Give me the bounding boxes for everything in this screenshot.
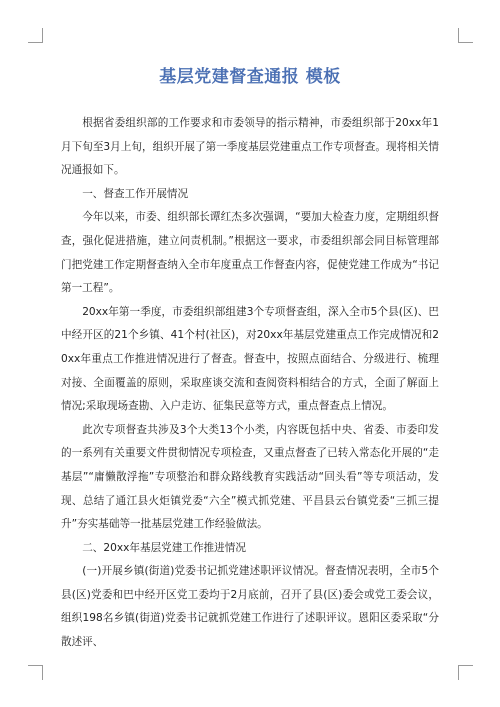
crop-mark-top-left [28,28,43,43]
section-heading-2: 二、20xx年基层党建工作推进情况 [82,541,246,554]
document-body [61,112,439,655]
crop-mark-top-right [458,28,473,43]
paragraph: 此次专项督查共涉及3个大类13个小类，内容既包括中央、省委、市委印发的一系列有关重要文件贯彻情况专项检查，又重点督查了已转入常态化开展的“走基层”“庸懒散浮拖”专项整治和群众路线教育实践活动“回头看”等专项活动，发现、总结了通江县火炬镇党委“六全”模式抓党建、平昌县云台镇党委“三抓三提升”夯实基础等一批基层党建工作经验做法。 [61,423,439,531]
document-title: 基层党建督查通报 模板 [159,67,341,87]
section-heading-1: 一、督查工作开展情况 [82,187,189,200]
paragraph-intro: 根据省委组织部的工作要求和市委领导的指示精神，市委组织部于20xx年1月下旬至3月上旬，组织开展了第一季度基层党建重点工作专项督查。现将相关情况通报如下。 [61,117,439,177]
crop-mark-bottom-right [458,665,473,680]
crop-mark-bottom-left [28,665,43,680]
paragraph: 20xx年第一季度，市委组织部组建3个专项督查组，深入全市5个县(区)、巴中经开区的21个乡镇、41个村(社区)，对20xx年基层党建重点工作完成情况和20xx年重点工作推进情况进行了督查。督查中，按照点面结合、分级进行、梳理对接、全面覆盖的原则，采取座谈交流和查阅资料相结合的方式，全面了解面上情况;采取现场查勘、入户走访、征集民意等方式，重点督查点上情况。 [61,305,439,413]
paragraph: (一)开展乡镇(街道)党委书记抓党建述职评议情况。督查情况表明，全市5个县(区)党委和巴中经开区党工委均于2月底前，召开了县(区)委会或党工委会议，组织198名乡镇(街道)党委书记就抓党建工作进行了述职评议。恩阳区委采取“分散述评、 [61,565,439,649]
paragraph: 今年以来，市委、组织部长谭红杰多次强调，“要加大检查力度，定期组织督查，强化促进措施，建立问责机制。”根据这一要求，市委组织部会同目标管理部门把党建工作定期督查纳入全市年度重点工作督查内容，促使党建工作成为“书记第一工程”。 [61,211,439,295]
